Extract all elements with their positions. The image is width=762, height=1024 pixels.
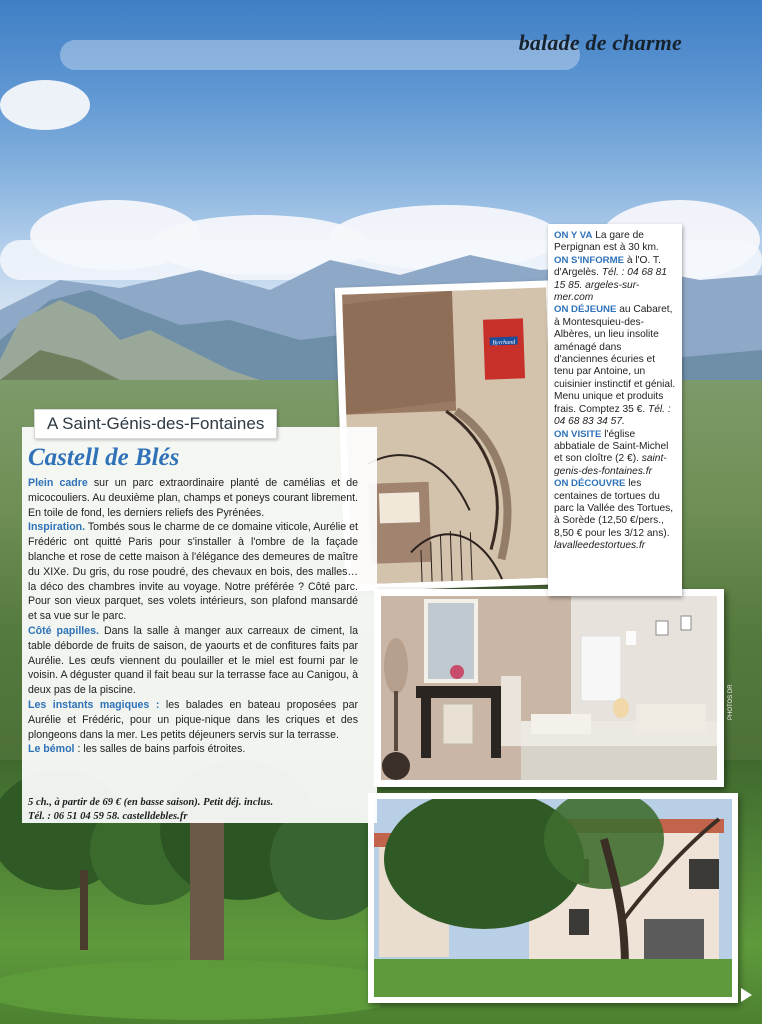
paragraph-label: Inspiration. (28, 521, 86, 534)
location-label: A Saint-Génis-des-Fontaines (34, 409, 277, 439)
article-body (28, 476, 358, 757)
info-item-discover (554, 478, 676, 552)
house-photo (368, 793, 738, 1003)
info-item-getting-there (554, 230, 676, 255)
paragraph-cote-papilles (28, 624, 358, 698)
info-label: ON DÉJEUNE (554, 304, 617, 316)
contact-line: Tél. : 06 51 04 59 58. castelldebles.fr (28, 810, 188, 822)
info-text: les centaines de tortues du parc la Vallée des Tortues, à Sorède (12,50 €/pers., 8,50 € pour les 3/12 ans). (554, 478, 674, 539)
paragraph-label: Les instants magiques : (28, 698, 160, 711)
price-line: 5 ch., à partir de 69 € (en basse saison). Petit déj. inclus. (28, 797, 274, 808)
practical-details (28, 796, 358, 823)
paragraph-label: Côté papilles. (28, 624, 99, 637)
practical-info-box (548, 224, 682, 596)
info-item-visit (554, 429, 676, 479)
info-text: à l'O. T. d'Argelès. (554, 254, 661, 279)
paragraph-plein-cadre (28, 476, 358, 520)
hotel-name-heading: Castell de Blés (28, 444, 180, 471)
paragraph-label: Plein cadre (28, 477, 88, 489)
info-contact: saint-genis-des-fontaines.fr (554, 453, 667, 477)
paragraph-text: sur un parc extraordinaire planté de camélias et de micocouliers. Au deuxième plan, champs et poneys courant librement. En toile de fond, les derniers reliefs des Pyrénées. (28, 477, 358, 519)
photo-credit: PHOTOS DR (728, 684, 734, 720)
info-item-lunch (554, 304, 676, 428)
paragraph-inspiration (28, 520, 358, 624)
next-page-arrow-icon (741, 988, 752, 1002)
paragraph-text: Tombés sous le charme de ce domaine viticole, Aurélie et Frédéric ont quitté Paris pour s'installer à l'ombre de la façade blanche et rose de cette maison à l'élégance des demeures de maître du XIXe. Du gris, du rose poudré, des chevaux en bois, des malles… la déco des chambres invite au voyage. Notre préférée ? Côté parc. Pour son vieux parquet, ses volets intérieurs, son plafond mansardé et sa vue sur le parc. (28, 521, 358, 623)
paragraph-text: : les salles de bains parfois étroites. (74, 743, 246, 756)
paragraph-bemol (28, 742, 358, 757)
info-text: La gare de Perpignan est à 30 km. (554, 230, 659, 254)
info-contact: lavalleedestortues.fr (554, 540, 646, 552)
paragraph-text: Dans la salle à manger aux carreaux de ciment, la table déborde de fruits de saison, de yaourts et de confitures faits par Aurélie. Les œufs viennent du poulailler et le miel est fourni par le voisin. A déguster quand il fait beau sur la terrasse face au Canigou, à deux pas de la piscine. (28, 624, 358, 697)
paragraph-instants-magiques (28, 698, 358, 742)
paragraph-text: les balades en bateau proposées par Aurélie et Frédéric, pour un pique-nique dans les criques et des plongeons dans la mer. Les petits déjeuners servis sur la terrasse. (28, 698, 358, 741)
paragraph-label: Le bémol (28, 743, 75, 756)
info-text: au Cabaret, à Montesquieu-des-Albères, un lieu insolite aménagé dans d'anciennes écuries et tenu par Antoine, un cuisinier instinctif et génial. Menu unique et produits frais. Comptez 35 €. (554, 304, 676, 415)
poster-text: Byrrhand (492, 339, 516, 347)
info-text: l'église abbatiale de Saint-Michel et son cloître (2 €). (554, 428, 669, 465)
info-label: ON S'INFORME (554, 254, 624, 266)
info-label: ON Y VA (554, 230, 593, 241)
info-item-tourist-office (554, 255, 676, 305)
bedroom-photo (374, 589, 724, 787)
info-contact: Tél. : 04 68 83 34 57. (554, 403, 671, 428)
section-title: balade de charme (518, 30, 682, 55)
info-label: ON DÉCOUVRE (554, 478, 626, 490)
info-contact: Tél. : 04 68 81 15 85. argeles-sur-mer.com (554, 267, 667, 304)
info-label: ON VISITE (554, 428, 602, 440)
